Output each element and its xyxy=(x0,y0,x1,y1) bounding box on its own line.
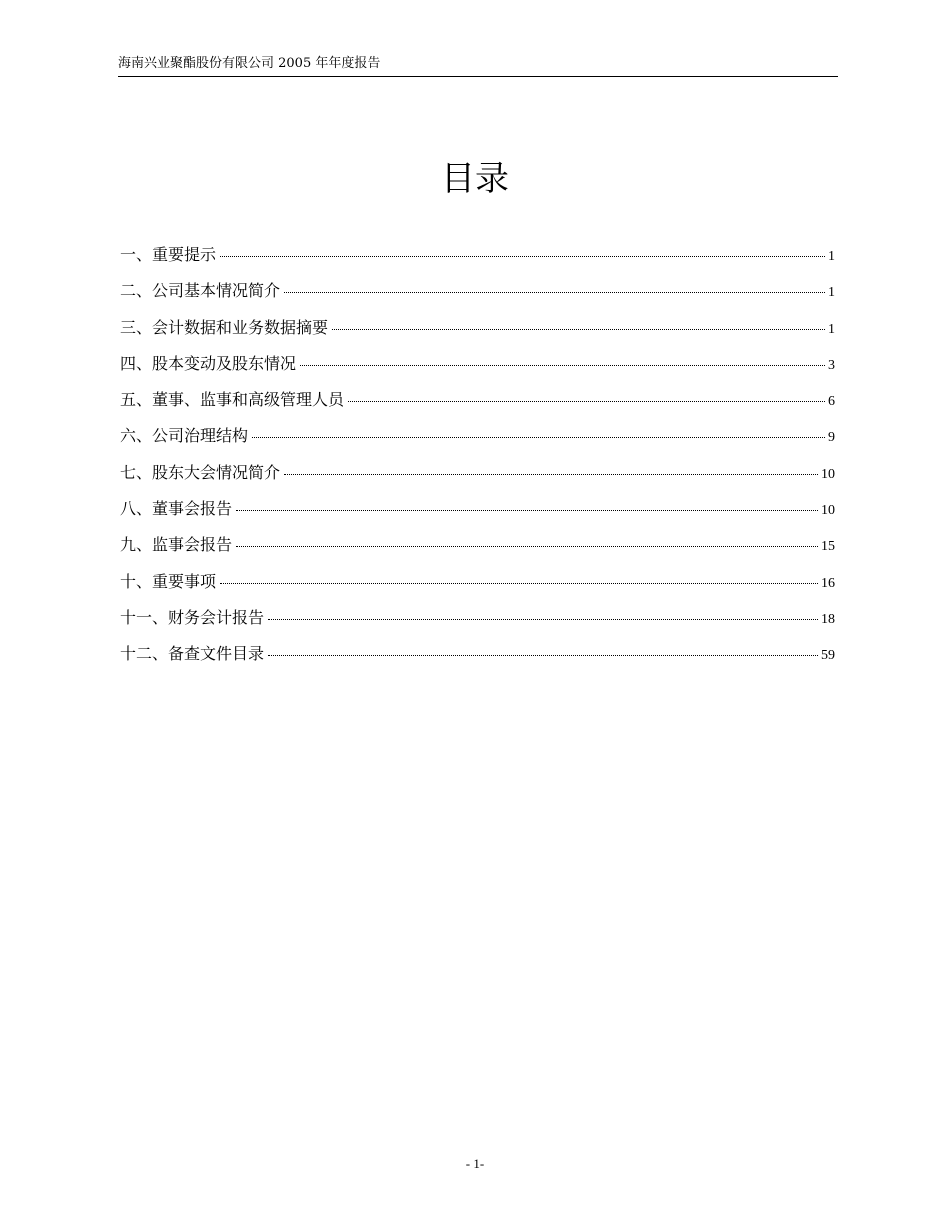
toc-entry[interactable] xyxy=(120,455,835,491)
toc-leader-dots xyxy=(268,655,818,656)
toc-page-number: 15 xyxy=(821,539,835,555)
toc-entry[interactable] xyxy=(120,237,835,273)
toc-leader-dots xyxy=(300,365,825,366)
toc-leader-dots xyxy=(268,619,818,620)
table-of-contents xyxy=(120,237,835,673)
toc-entry[interactable] xyxy=(120,527,835,563)
toc-leader-dots xyxy=(284,292,825,293)
toc-entry[interactable] xyxy=(120,346,835,382)
toc-leader-dots xyxy=(236,546,818,547)
toc-page-number: 1 xyxy=(828,249,835,264)
toc-entry[interactable] xyxy=(120,273,835,309)
toc-entry-label: 十一、财务会计报告 xyxy=(120,607,265,627)
toc-entry-label: 八、董事会报告 xyxy=(120,499,233,519)
page-header xyxy=(118,56,838,77)
toc-leader-dots xyxy=(284,474,818,475)
page-footer xyxy=(0,1155,950,1173)
toc-entry[interactable] xyxy=(120,600,835,636)
toc-entry[interactable] xyxy=(120,310,835,346)
toc-entry[interactable] xyxy=(120,382,835,418)
page-title: 目录 xyxy=(441,159,509,199)
toc-page-number: 10 xyxy=(821,503,835,519)
toc-leader-dots xyxy=(236,510,818,511)
toc-page-number: 3 xyxy=(828,357,835,373)
toc-entry[interactable] xyxy=(120,636,835,672)
toc-page-number: 1 xyxy=(828,321,835,337)
toc-page-number: 18 xyxy=(821,611,835,627)
toc-entry-label: 一、重要提示 xyxy=(120,245,217,264)
toc-entry-label: 十、重要事项 xyxy=(120,571,217,591)
toc-entry[interactable] xyxy=(120,491,835,527)
toc-leader-dots xyxy=(220,583,818,584)
toc-leader-dots xyxy=(348,401,825,402)
page-number: - 1- xyxy=(465,1156,485,1171)
toc-entry-label: 六、公司治理结构 xyxy=(120,426,249,446)
toc-page-number: 6 xyxy=(828,394,835,410)
header-text: 海南兴业聚酯股份有限公司 2005 年年度报告 xyxy=(118,56,381,71)
toc-entry[interactable] xyxy=(120,564,835,600)
toc-entry-label: 九、监事会报告 xyxy=(120,535,233,555)
toc-leader-dots xyxy=(252,437,825,438)
toc-entry-label: 二、公司基本情况简介 xyxy=(120,281,281,301)
toc-page-number: 59 xyxy=(821,648,835,664)
toc-entry-label: 七、股东大会情况简介 xyxy=(120,462,281,482)
toc-entry-label: 十二、备查文件目录 xyxy=(120,644,265,664)
toc-page-number: 9 xyxy=(828,430,835,446)
toc-leader-dots xyxy=(332,329,825,330)
toc-entry-label: 五、董事、监事和高级管理人员 xyxy=(120,390,345,410)
toc-entry-label: 三、会计数据和业务数据摘要 xyxy=(120,317,329,337)
toc-page-number: 10 xyxy=(821,466,835,482)
toc-page-number: 16 xyxy=(821,575,835,591)
toc-leader-dots xyxy=(220,256,825,257)
toc-entry[interactable] xyxy=(120,418,835,454)
toc-entry-label: 四、股本变动及股东情况 xyxy=(120,353,297,373)
toc-page-number: 1 xyxy=(828,285,835,301)
